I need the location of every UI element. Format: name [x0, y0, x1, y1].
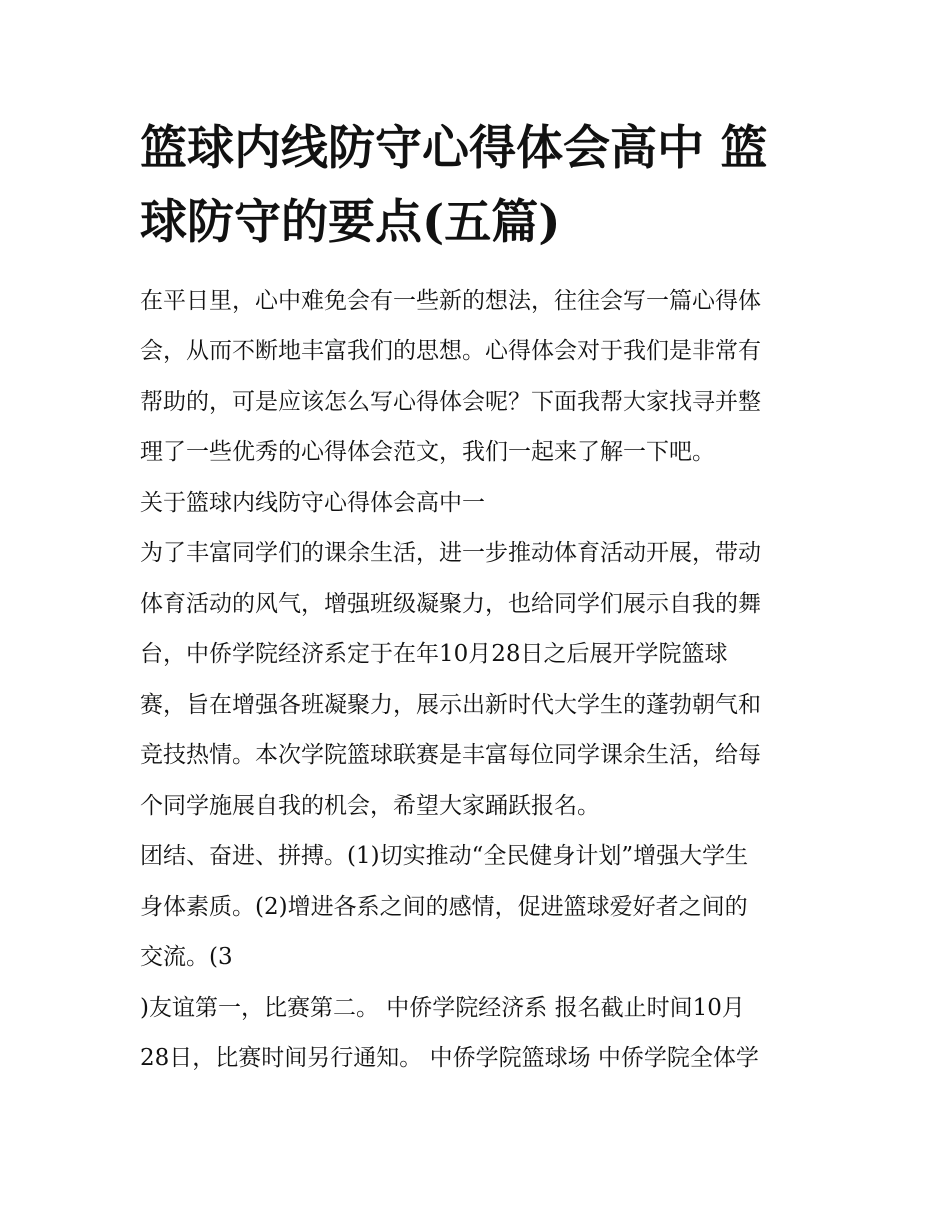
body-line-6: 个同学施展自我的机会，希望大家踊跃报名。 [140, 793, 600, 819]
body-line-8: 身体素质。(2)增进各系之间的感情，促进篮球爱好者之间的 [140, 894, 748, 920]
body-line-7: 团结、奋进、拼搏。(1)切实推动“全民健身计划”增强大学生 [140, 843, 749, 869]
body-line-1: 为了丰富同学们的课余生活，进一步推动体育活动开展，带动 [140, 540, 761, 566]
document-title-line-2: 球防守的要点(五篇) [140, 195, 561, 250]
intro-line-3: 帮助的，可是应该怎么写心得体会呢？下面我帮大家找寻并整 [140, 389, 761, 415]
intro-line-4: 理了一些优秀的心得体会范文，我们一起来了解一下吧。 [140, 439, 715, 465]
body-line-11: 28日，比赛时间另行通知。 中侨学院篮球场 中侨学院全体学 [140, 1045, 759, 1071]
body-line-2: 体育活动的风气，增强班级凝聚力，也给同学们展示自我的舞 [140, 591, 761, 617]
document-title-line-1: 篮球内线防守心得体会高中 篮 [140, 121, 768, 176]
body-line-4: 赛，旨在增强各班凝聚力，展示出新时代大学生的蓬勃朝气和 [140, 692, 761, 718]
section-heading: 关于篮球内线防守心得体会高中一 [140, 490, 485, 516]
body-line-5: 竞技热情。本次学院篮球联赛是丰富每位同学课余生活，给每 [140, 742, 761, 768]
body-line-9: 交流。(3 [140, 944, 233, 970]
intro-line-2: 会，从而不断地丰富我们的思想。心得体会对于我们是非常有 [140, 338, 761, 364]
intro-line-1: 在平日里，心中难免会有一些新的想法，往往会写一篇心得体 [140, 288, 761, 314]
body-line-10: )友谊第一，比赛第二。 中侨学院经济系 报名截止时间10月 [140, 995, 745, 1021]
body-line-3: 台，中侨学院经济系定于在年10月28日之后展开学院篮球 [140, 641, 728, 667]
